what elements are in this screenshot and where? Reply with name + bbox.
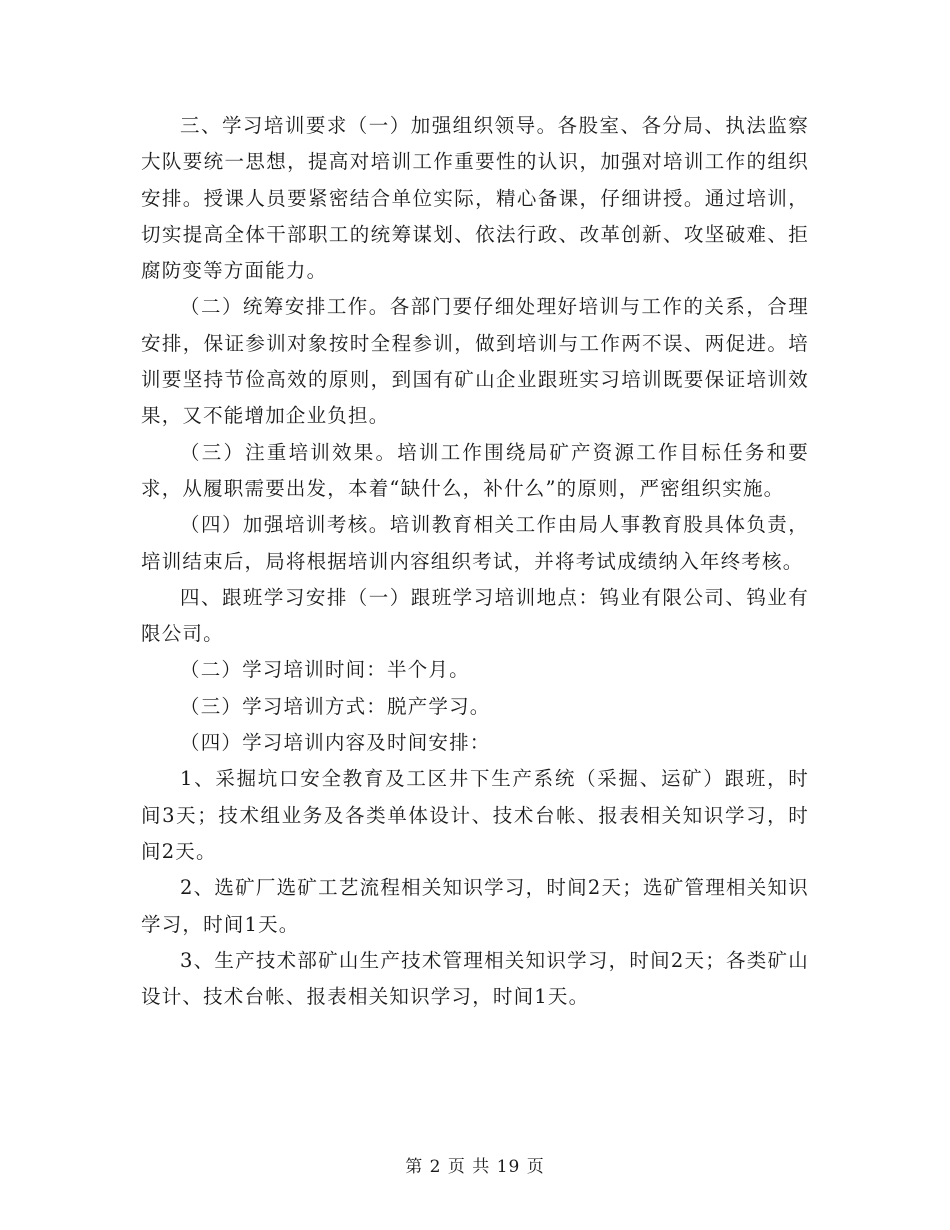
paragraph-training-effect: （三）注重培训效果。培训工作围绕局矿产资源工作目标任务和要求，从履职需要出发，本着“缺什么，补什么”的原则，严密组织实施。 <box>141 440 809 500</box>
paragraph-study-location: 四、跟班学习安排（一）跟班学习培训地点：钨业有限公司、钨业有限公司。 <box>141 585 809 646</box>
paragraph-study-time: （二）学习培训时间：半个月。 <box>180 658 470 682</box>
paragraph-study-requirements: 三、学习培训要求（一）加强组织领导。各股室、各分局、执法监察大队要统一思想，提高对培训工作重要性的认识，加强对培训工作的组织安排。授课人员要紧密结合单位实际，精心备课，仔细讲授。通过培训，切实提高全体干部职工的统筹谋划、依法行政、改革创新、攻坚破难、拒腐防变等方面能力。 <box>141 114 809 283</box>
paragraph-training-assessment: （四）加强培训考核。培训教育相关工作由局人事教育股具体负责，培训结束后，局将根据培训内容组织考试，并将考试成绩纳入年终考核。 <box>141 513 809 573</box>
paragraph-study-content: （四）学习培训内容及时间安排： <box>180 731 491 755</box>
list-item-mining: 1、采掘坑口安全教育及工区井下生产系统（采掘、运矿）跟班，时间3天；技术组业务及各类单体设计、技术台帐、报表相关知识学习，时间2天。 <box>141 767 809 863</box>
page-number-footer: 第 2 页 共 19 页 <box>405 1157 545 1177</box>
paragraph-study-mode: （三）学习培训方式：脱产学习。 <box>180 694 491 718</box>
list-item-ore-dressing: 2、选矿厂选矿工艺流程相关知识学习，时间2天；选矿管理相关知识学习，时间1天。 <box>141 876 809 936</box>
paragraph-coordinate-work: （二）统筹安排工作。各部门要仔细处理好培训与工作的关系，合理安排，保证参训对象按时全程参训，做到培训与工作两不误、两促进。培训要坚持节俭高效的原则，到国有矿山企业跟班实习培训既要保证培训效果，又不能增加企业负担。 <box>141 295 809 428</box>
list-item-production-tech: 3、生产技术部矿山生产技术管理相关知识学习，时间2天；各类矿山设计、技术台帐、报表相关知识学习，时间1天。 <box>141 948 809 1009</box>
document-body <box>141 108 809 1015</box>
